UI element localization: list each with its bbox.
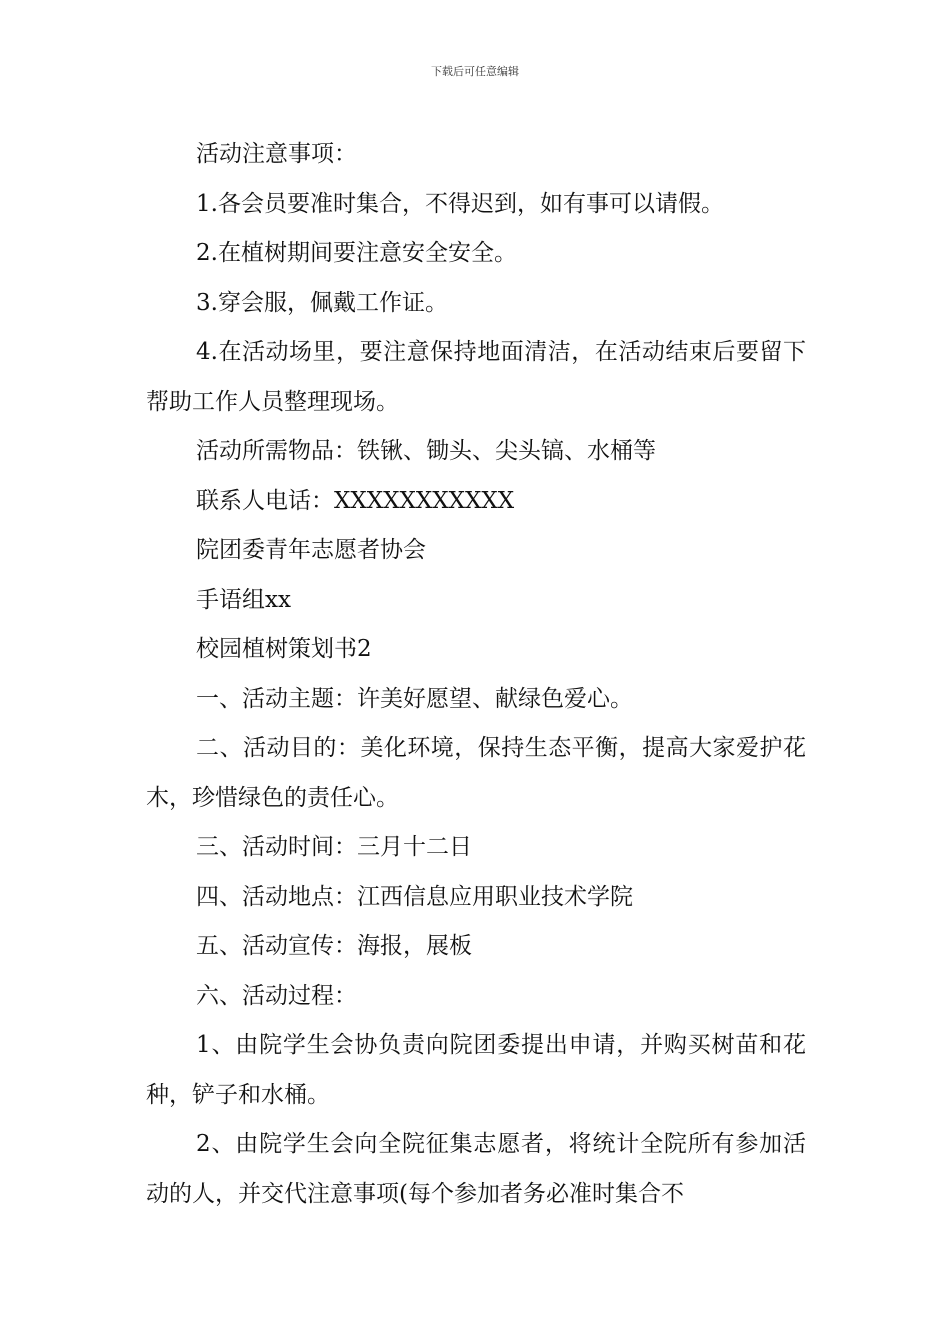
page-header: 下载后可任意编辑 — [431, 65, 519, 78]
activity-location: 四、活动地点：江西信息应用职业技术学院 — [196, 883, 633, 910]
note-item-2: 2.在植树期间要注意安全安全。 — [196, 240, 517, 266]
note-item-3: 3.穿会服，佩戴工作证。 — [196, 289, 448, 316]
activity-purpose: 二、活动目的：美化环境，保持生态平衡，提高大家爱护花木，珍惜绿色的责任心。 — [146, 735, 806, 811]
organization-name: 院团委青年志愿者协会 — [196, 537, 426, 563]
note-item-1: 1.各会员要准时集合，不得迟到，如有事可以请假。 — [196, 190, 724, 217]
contact-phone: 联系人电话：XXXXXXXXXXX — [196, 487, 515, 514]
activity-publicity: 五、活动宣传：海报，展板 — [196, 933, 472, 959]
document-body — [146, 130, 806, 1219]
activity-time: 三、活动时间：三月十二日 — [196, 834, 472, 860]
activity-theme: 一、活动主题：许美好愿望、献绿色爱心。 — [196, 685, 633, 712]
group-name: 手语组xx — [196, 586, 291, 613]
plan-title: 校园植树策划书2 — [196, 636, 372, 662]
section-heading-notes: 活动注意事项： — [196, 141, 357, 167]
process-step-1: 1、由院学生会协负责向院团委提出申请，并购买树苗和花种，铲子和水桶。 — [146, 1032, 806, 1108]
activity-process-heading: 六、活动过程： — [196, 982, 357, 1009]
required-items: 活动所需物品：铁锹、锄头、尖头镐、水桶等 — [196, 438, 656, 464]
process-step-2: 2、由院学生会向全院征集志愿者，将统计全院所有参加活动的人，并交代注意事项(每个参加者务必准时集合不 — [146, 1131, 806, 1207]
note-item-4: 4.在活动场里，要注意保持地面清洁，在活动结束后要留下帮助工作人员整理现场。 — [146, 339, 806, 415]
